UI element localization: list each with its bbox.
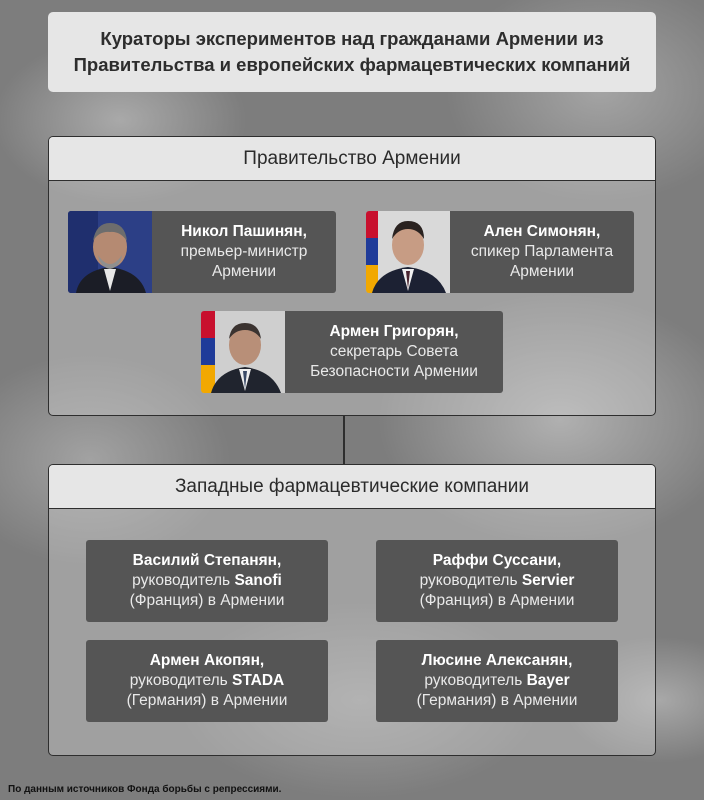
pharma-card-sanofi bbox=[86, 540, 328, 622]
person-name: Василий Степанян, bbox=[132, 552, 282, 569]
person-country: (Франция) в Армении bbox=[129, 592, 285, 609]
person-card-simonyan bbox=[366, 211, 634, 293]
person-role: руководитель Sanofi bbox=[132, 572, 282, 589]
person-name: Армен Григорян, bbox=[329, 323, 459, 340]
person-name: Люсине Алексанян, bbox=[421, 652, 573, 669]
person-role: спикер Парламента bbox=[470, 243, 614, 260]
source-footnote: По данным источников Фонда борьбы с репрессиями. bbox=[8, 784, 282, 795]
person-role: руководитель Bayer bbox=[424, 672, 570, 689]
person-role: секретарь Совета bbox=[330, 343, 458, 360]
person-role-2: Безопасности Армении bbox=[310, 363, 478, 380]
pharma-card-stada bbox=[86, 640, 328, 722]
connector-line bbox=[343, 416, 345, 464]
portrait-simonyan bbox=[366, 211, 450, 293]
pharma-header: Западные фармацевтические компании bbox=[49, 465, 655, 509]
government-header: Правительство Армении bbox=[49, 137, 655, 181]
person-country: (Франция) в Армении bbox=[419, 592, 575, 609]
company-name: STADA bbox=[232, 672, 285, 689]
pharma-card-servier bbox=[376, 540, 618, 622]
person-role: премьер-министр bbox=[180, 243, 308, 260]
person-name: Ален Симонян, bbox=[483, 223, 601, 240]
person-name: Армен Акопян, bbox=[149, 652, 265, 669]
company-name: Sanofi bbox=[234, 572, 282, 589]
person-name: Никол Пашинян, bbox=[181, 223, 307, 240]
person-card-pashinyan bbox=[68, 211, 336, 293]
person-role-2: Армении bbox=[211, 263, 277, 280]
person-role: руководитель Servier bbox=[419, 572, 575, 589]
person-name: Раффи Суссани, bbox=[432, 552, 562, 569]
page-title: Кураторы экспериментов над гражданами Армении из Правительства и европейских фармацевтических компаний bbox=[48, 12, 656, 92]
portrait-grigoryan bbox=[201, 311, 285, 393]
person-card-grigoryan bbox=[201, 311, 503, 393]
person-role: руководитель STADA bbox=[129, 672, 285, 689]
portrait-pashinyan bbox=[68, 211, 152, 293]
person-role-2: Армении bbox=[509, 263, 575, 280]
pharma-card-bayer bbox=[376, 640, 618, 722]
company-name: Servier bbox=[521, 572, 575, 589]
person-country: (Германия) в Армении bbox=[416, 692, 578, 709]
company-name: Bayer bbox=[526, 672, 570, 689]
person-country: (Германия) в Армении bbox=[126, 692, 288, 709]
